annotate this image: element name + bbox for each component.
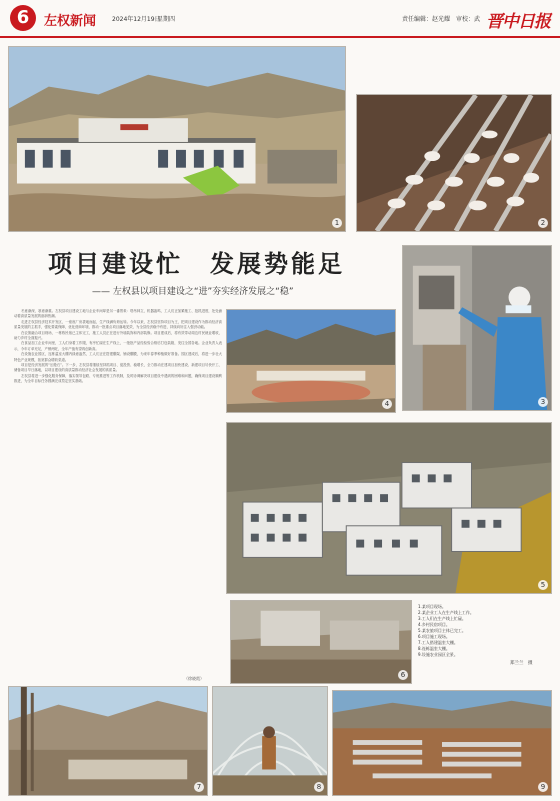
photo-number: 6 xyxy=(398,670,408,680)
photo-number: 2 xyxy=(538,218,548,228)
caption: 1.某项目现场。 xyxy=(418,604,446,609)
article-body xyxy=(14,309,222,683)
caption: 5.某农旅项目主体已完工。 xyxy=(418,628,466,633)
photo-number: 5 xyxy=(538,580,548,590)
caption: 7.工人搭建温室大棚。 xyxy=(418,640,458,645)
section-title: 左权新闻 xyxy=(44,14,97,29)
article-paragraph: 项目是经济发展的“压舱石”。下一步，左权县将继续坚持抓项目、促投资、稳增长，全力推动在建项目加快建设、新建项目尽快开工、储备项目早日落地，以项目建设的高质量推动经济社会发展的高质量。 xyxy=(14,363,222,373)
article-headline: 项目建设忙 发展势能足 xyxy=(48,249,345,278)
article-paragraph: 在农旅融合项目现场，一栋栋民宿已主体完工，施工人员正在进行外墙装饰和内部装修。项目建成后，将有效带动周边村民就业增收，助力乡村全面振兴。 xyxy=(14,330,222,341)
photo-number: 8 xyxy=(314,782,324,792)
photo-number: 1 xyxy=(332,218,342,228)
editor-credit: 责任编辑：赵光耀 审校：武 xyxy=(402,16,481,23)
article-byline: （徐晓霞） xyxy=(184,676,204,681)
photo-rural-landscape xyxy=(226,309,396,413)
photo-number: 7 xyxy=(194,782,204,792)
photo-number: 9 xyxy=(538,782,548,792)
article-paragraph: 左权县将进一步强化服务保障，落实领导包联、专班推进等工作机制，及时协调解决项目建设中遇到的困难和问题，确保项目建设顺利推进，为全年目标任务圆满完成奠定坚实基础。 xyxy=(14,373,222,384)
caption: 4.乡村民宿项目。 xyxy=(418,622,450,627)
article-paragraph: 在食品加工企业车间里，工人们身着工作服，有序忙碌在生产线上，一批批产品经检验合格后打包装箱，发往全国各地。企业负责人表示，今年订单充足，产销两旺，全年产值有望再创新高。 xyxy=(14,341,222,351)
photo-construction-site xyxy=(230,600,412,684)
issue-date: 2024年12月19日 xyxy=(112,16,161,23)
photo-number: 3 xyxy=(538,397,548,407)
issue-weekday: 星期四 xyxy=(157,16,176,23)
caption: 6.项目施工现场。 xyxy=(418,634,450,639)
caption: 2.某企业工人在生产线上工作。 xyxy=(418,610,474,615)
caption: 9.设施农业园区全景。 xyxy=(418,652,458,657)
photo-valley-rig xyxy=(8,686,208,796)
newspaper-logo: 晋中日报 xyxy=(486,12,550,32)
photo-project-building xyxy=(8,46,346,232)
photo-greenhouse-aerial xyxy=(332,690,552,796)
photo-homestay-complex xyxy=(226,422,552,594)
photo-production-line xyxy=(356,94,552,232)
caption: 8.连栋温室大棚。 xyxy=(418,646,450,651)
photo-greenhouse-worker xyxy=(212,686,328,796)
photo-captions xyxy=(418,604,556,658)
photo-factory-worker xyxy=(402,245,552,411)
article-subhead: —— 左权县以项目建设之“进”夯实经济发展之“稳” xyxy=(92,287,294,297)
article-paragraph: 冬意渐深，寒意渐重。左权县项目建设工地与企业车间却是另一番景象：塔吊林立，机器轰鸣，工人们正加紧施工、抢抓进度，处处涌动着高质量发展的澎湃热潮。 xyxy=(14,309,222,319)
photo-credit: 郑兰兰 摄 xyxy=(510,661,533,666)
photo-number: 4 xyxy=(382,399,392,409)
article-paragraph: 在设施农业园区，连栋温室大棚内绿意盎然，工人们正在搭建棚架、铺设棚膜，为来年春季种植做好准备。园区建成后，将进一步壮大特色产业规模，拓宽群众增收渠道。 xyxy=(14,352,222,362)
caption: 3.工人们在生产线上忙碌。 xyxy=(418,616,466,621)
article-paragraph: 走进左权县经济技术开发区，一座座厂房拔地而起，生产线满负荷运转。今年以来，左权县坚持项目为王，把项目建设作为推动经济高质量发展的主抓手，强化要素保障，优化营商环境，推动一批重点项目落地见效，为全县经济稳中有进、持续向好注入强劲动能。 xyxy=(14,319,222,330)
page-number: 6 xyxy=(10,5,36,31)
